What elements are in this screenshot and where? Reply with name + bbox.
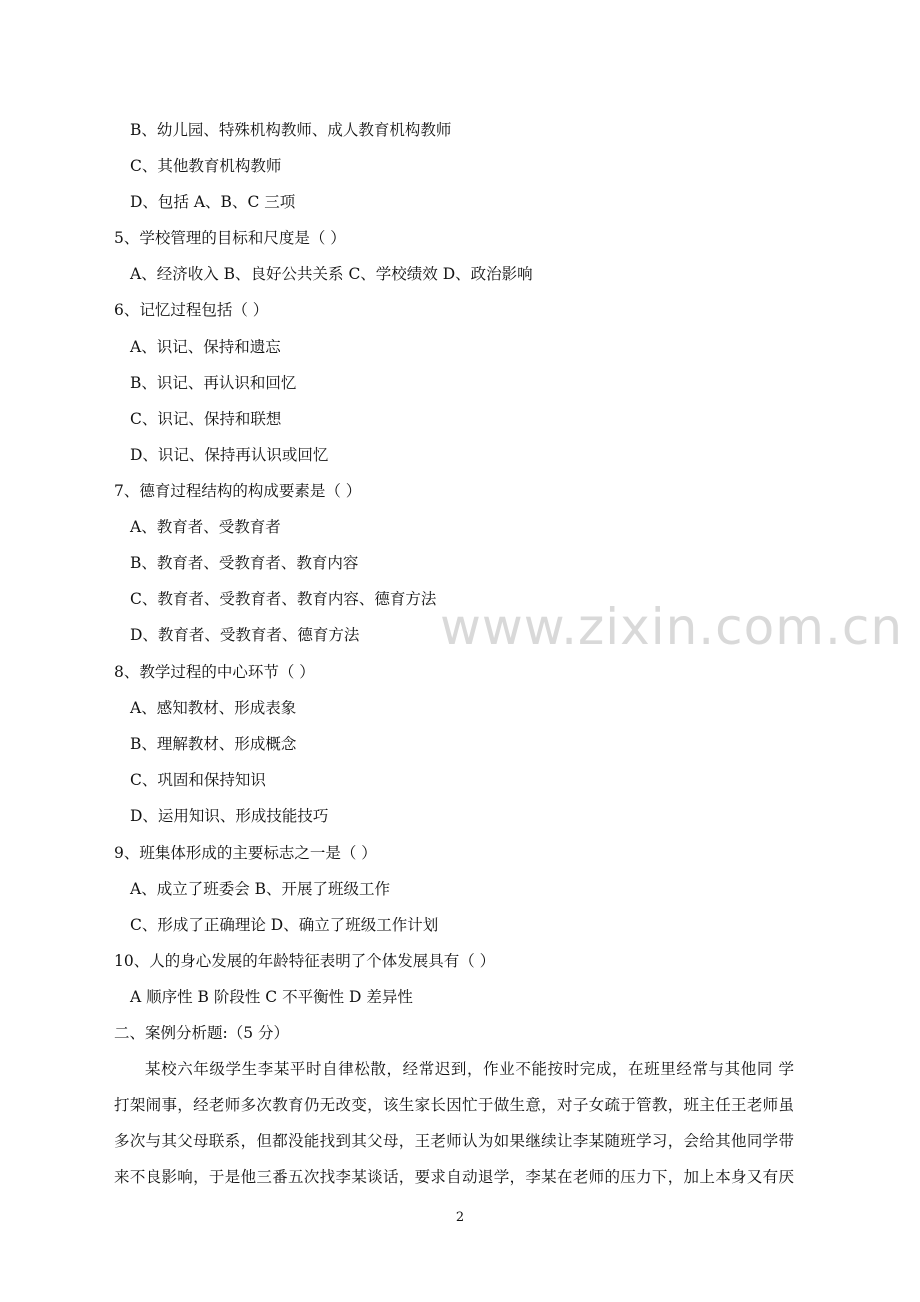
q7-option-b: B、教育者、受教育者、教育内容 <box>130 554 359 572</box>
case-line: 某校六年级学生李某平时自律松散，经常迟到，作业不能按时完成，在班里经常与其他同 学 <box>145 1060 794 1078</box>
q7-stem: 7、德育过程结构的构成要素是（ ） <box>114 482 362 500</box>
q4-option-d: D、包括 A、B、C 三项 <box>130 193 296 211</box>
q8-option-d: D、运用知识、形成技能技巧 <box>130 807 329 825</box>
q7-option-a: A、教育者、受教育者 <box>130 518 281 536</box>
q4-option-b: B、幼儿园、特殊机构教师、成人教育机构教师 <box>130 121 452 139</box>
q6-option-c: C、识记、保持和联想 <box>130 410 282 428</box>
case-line: 来不良影响，于是他三番五次找李某谈话，要求自动退学，李某在老师的压力下，加上本身又有厌 <box>114 1168 794 1186</box>
q8-option-b: B、理解教材、形成概念 <box>130 735 297 753</box>
case-line: 打架闹事，经老师多次教育仍无改变，该生家长因忙于做生意，对子女疏于管教，班主任王老师虽 <box>114 1096 794 1114</box>
q10-stem: 10、人的身心发展的年龄特征表明了个体发展具有（ ） <box>114 952 496 970</box>
q8-option-c: C、巩固和保持知识 <box>130 771 266 789</box>
watermark: www.zixin.com.cn <box>440 598 904 656</box>
q6-option-a: A、识记、保持和遗忘 <box>130 338 281 356</box>
q8-option-a: A、感知教材、形成表象 <box>130 699 297 717</box>
q7-option-d: D、教育者、受教育者、德育方法 <box>130 626 360 644</box>
q4-option-c: C、其他教育机构教师 <box>130 157 282 175</box>
q5-stem: 5、学校管理的目标和尺度是（ ） <box>114 229 346 247</box>
section2-heading: 二、案例分析题:（5 分） <box>114 1024 290 1042</box>
q7-option-c: C、教育者、受教育者、教育内容、德育方法 <box>130 590 437 608</box>
q9-options-cd: C、形成了正确理论 D、确立了班级工作计划 <box>130 916 439 934</box>
case-line: 多次与其父母联系，但都没能找到其父母，王老师认为如果继续让李某随班学习，会给其他同学带 <box>114 1132 794 1150</box>
page-number: 2 <box>455 1210 465 1225</box>
q6-option-d: D、识记、保持再认识或回忆 <box>130 446 329 464</box>
q6-option-b: B、识记、再认识和回忆 <box>130 374 297 392</box>
q8-stem: 8、教学过程的中心环节（ ） <box>114 663 315 681</box>
q6-stem: 6、记忆过程包括（ ） <box>114 301 269 319</box>
q5-options: A、经济收入 B、良好公共关系 C、学校绩效 D、政治影响 <box>130 265 533 283</box>
q9-stem: 9、班集体形成的主要标志之一是（ ） <box>114 844 377 862</box>
q10-options: A 顺序性 B 阶段性 C 不平衡性 D 差异性 <box>130 988 413 1006</box>
case-paragraph <box>114 1051 794 1195</box>
q9-options-ab: A、成立了班委会 B、开展了班级工作 <box>130 880 391 898</box>
